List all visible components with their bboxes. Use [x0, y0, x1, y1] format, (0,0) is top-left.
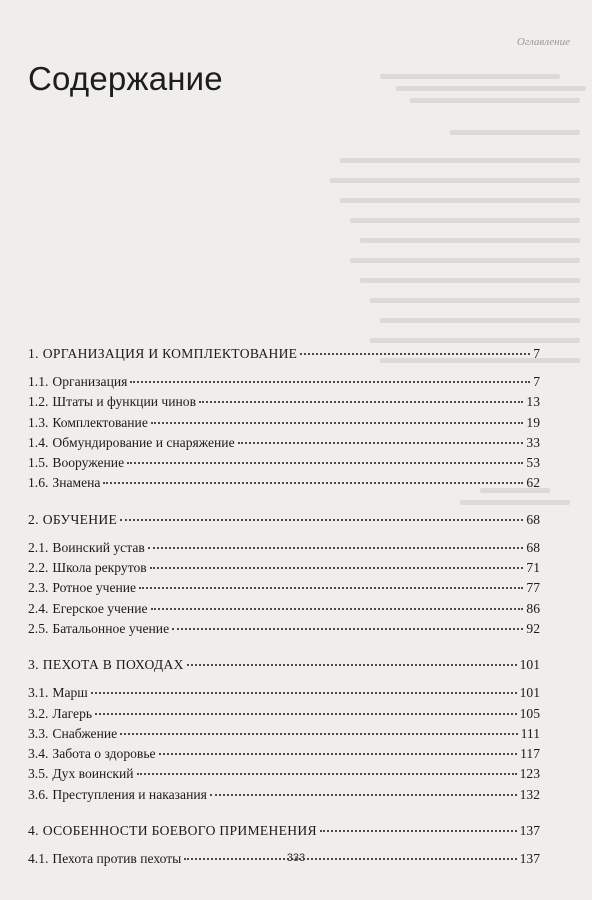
- dot-leader: [127, 462, 523, 464]
- entry-title: ПЕХОТА В ПОХОДАХ: [42, 657, 184, 673]
- toc-entry[interactable]: [28, 558, 540, 578]
- toc-entry[interactable]: [28, 453, 540, 473]
- toc-entry[interactable]: [28, 433, 540, 453]
- entry-page: 68: [526, 511, 540, 527]
- entry-title: ОСОБЕННОСТИ БОЕВОГО ПРИМЕНЕНИЯ: [42, 823, 317, 839]
- entry-number: 3.1.: [28, 685, 49, 701]
- dot-leader: [210, 794, 517, 796]
- entry-number: 1.3.: [28, 414, 49, 430]
- entry-title: Вооружение: [52, 455, 125, 471]
- toc-section: [28, 342, 540, 494]
- toc-entry[interactable]: [28, 578, 540, 598]
- table-of-contents: [28, 342, 540, 883]
- toc-entry[interactable]: [28, 538, 540, 558]
- entry-page: 33: [526, 434, 540, 450]
- entry-number: 2.3.: [28, 580, 49, 596]
- entry-number: 4.: [28, 823, 39, 839]
- toc-entry[interactable]: [28, 619, 540, 639]
- dot-leader: [120, 733, 517, 735]
- toc-entry[interactable]: [28, 392, 540, 412]
- entry-page: 71: [526, 560, 540, 576]
- dot-leader: [238, 442, 524, 444]
- entry-title: Штаты и функции чинов: [52, 394, 197, 410]
- toc-chapter[interactable]: [28, 508, 540, 532]
- entry-page: 101: [519, 685, 540, 701]
- entry-number: 3.6.: [28, 786, 49, 802]
- entry-number: 2.: [28, 511, 39, 527]
- toc-entry[interactable]: [28, 683, 540, 703]
- entry-page: 53: [526, 455, 540, 471]
- toc-entry[interactable]: [28, 599, 540, 619]
- dot-leader: [95, 713, 517, 715]
- dot-leader: [300, 353, 530, 355]
- entry-page: 7: [533, 374, 540, 389]
- entry-title: Организация: [52, 374, 128, 389]
- entry-number: 1.6.: [28, 475, 49, 491]
- entry-page: 111: [520, 725, 540, 741]
- dot-leader: [130, 381, 530, 383]
- entry-page: 86: [526, 600, 540, 616]
- entry-title: Школа рекрутов: [52, 560, 147, 576]
- entry-number: 3.2.: [28, 705, 49, 721]
- entry-title: Батальонное учение: [52, 620, 170, 636]
- entry-page: 117: [520, 746, 540, 762]
- entry-number: 3.5.: [28, 766, 49, 782]
- entry-page: 13: [526, 394, 540, 410]
- toc-entry[interactable]: [28, 724, 540, 744]
- running-head: Оглавление: [516, 36, 570, 48]
- entry-page: 105: [519, 705, 540, 721]
- page-title: Содержание: [28, 60, 223, 97]
- toc-entry[interactable]: [28, 764, 540, 784]
- entry-page: 77: [526, 580, 540, 596]
- dot-leader: [320, 830, 517, 832]
- entry-page: 101: [519, 657, 540, 673]
- page-number: 333: [286, 852, 306, 864]
- toc-entry[interactable]: [28, 704, 540, 724]
- dot-leader: [139, 587, 523, 589]
- entry-title: Преступления и наказания: [52, 786, 207, 802]
- toc-section: [28, 508, 540, 639]
- dot-leader: [172, 628, 523, 630]
- entry-page: 19: [526, 414, 540, 430]
- entry-title: ОРГАНИЗАЦИЯ И КОМПЛЕКТОВАНИЕ: [42, 346, 298, 361]
- entry-title: Егерское учение: [52, 600, 148, 616]
- dot-leader: [120, 519, 523, 521]
- entry-title: Марш: [52, 685, 88, 701]
- entry-page: 123: [519, 766, 540, 782]
- dot-leader: [148, 547, 524, 549]
- entry-number: 1.5.: [28, 455, 49, 471]
- toc-entry[interactable]: [28, 372, 540, 392]
- entry-number: 1.: [28, 346, 39, 361]
- entry-title: Ротное учение: [52, 580, 137, 596]
- dot-leader: [199, 401, 523, 403]
- entry-number: 3.3.: [28, 725, 49, 741]
- entry-title: Пехота против пехоты: [52, 851, 182, 867]
- dot-leader: [187, 664, 517, 666]
- dot-leader: [151, 422, 524, 424]
- entry-number: 2.1.: [28, 539, 49, 555]
- entry-title: Знамена: [52, 475, 101, 491]
- dot-leader: [150, 567, 524, 569]
- entry-title: Комплектование: [52, 414, 148, 430]
- entry-page: 132: [519, 786, 540, 802]
- dot-leader: [159, 753, 518, 755]
- entry-title: Лагерь: [52, 705, 93, 721]
- entry-page: 62: [526, 475, 540, 491]
- entry-number: 3.: [28, 657, 39, 673]
- entry-title: Дух воинский: [52, 766, 134, 782]
- entry-page: 7: [533, 346, 540, 361]
- entry-number: 2.2.: [28, 560, 49, 576]
- toc-section: [28, 653, 540, 805]
- entry-title: Забота о здоровье: [52, 746, 156, 762]
- entry-number: 2.4.: [28, 600, 49, 616]
- entry-page: 92: [526, 620, 540, 636]
- toc-chapter[interactable]: [28, 342, 540, 366]
- entry-number: 1.4.: [28, 434, 49, 450]
- entry-title: Снабжение: [52, 725, 118, 741]
- toc-entry[interactable]: [28, 473, 540, 493]
- toc-entry[interactable]: [28, 744, 540, 764]
- toc-chapter[interactable]: [28, 653, 540, 677]
- dot-leader: [91, 692, 517, 694]
- entry-title: ОБУЧЕНИЕ: [42, 511, 118, 527]
- entry-number: 2.5.: [28, 620, 49, 636]
- entry-title: Воинский устав: [52, 539, 145, 555]
- entry-page: 137: [519, 823, 540, 839]
- toc-chapter[interactable]: [28, 819, 540, 843]
- entry-number: 1.1.: [28, 374, 49, 389]
- toc-entry[interactable]: [28, 413, 540, 433]
- entry-number: 3.4.: [28, 746, 49, 762]
- dot-leader: [137, 773, 517, 775]
- entry-page: 137: [519, 851, 540, 867]
- entry-number: 1.2.: [28, 394, 49, 410]
- entry-number: 4.1.: [28, 851, 49, 867]
- toc-entry[interactable]: [28, 785, 540, 805]
- entry-title: Обмундирование и снаряжение: [52, 434, 235, 450]
- entry-page: 68: [526, 539, 540, 555]
- dot-leader: [151, 608, 524, 610]
- dot-leader: [103, 482, 523, 484]
